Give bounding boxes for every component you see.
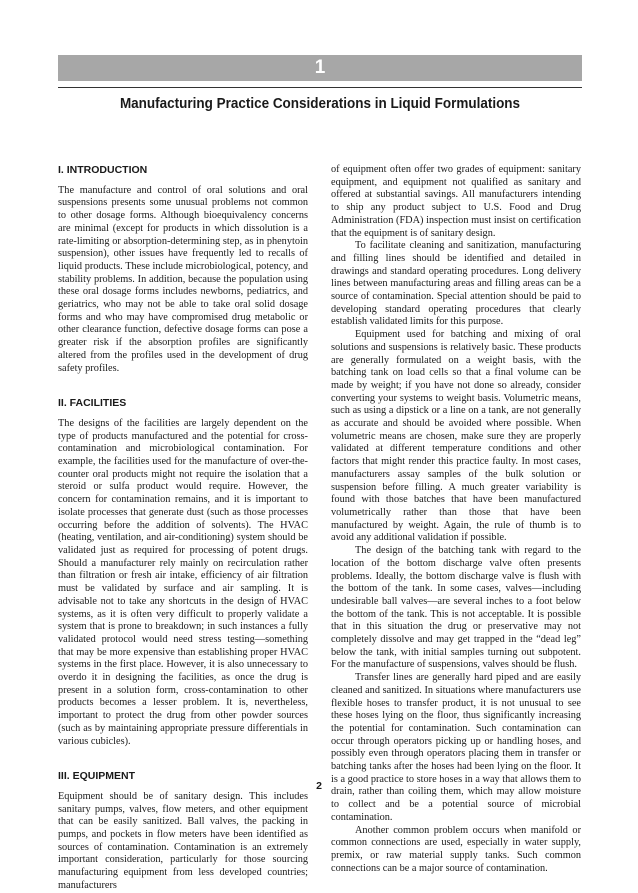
cleaning-paragraph: To facilitate cleaning and sanitization, manufacturing and filling lines should be identified and detailed in drawings and standard operating procedures. Long delivery lines between manufacturing areas and filling areas can be a source of contamination. Special attention should be paid to developing standard operating procedures that clearly establish validated limits for this purpose.: [331, 240, 581, 328]
page-number: 2: [316, 780, 322, 792]
batching-paragraph: Equipment used for batching and mixing of oral solutions and suspensions is relatively basic. These products are generally formulated on a weight basis, with the batching tank on load cells so that a final volume can be made by weight; if you have not done so already, consider converting your systems to weight basis. Volumetric means, such as using a dipstick or a line on a tank, are not generally as accurate and should be avoided where possible. When volumetric means are chosen, make sure they are properly validated at different temperature conditions and other factors that might render this practice faulty. In most cases, manufacturers assay samples of the bulk solution or suspension before filling. A much greater variability is found with those batches that have been manufactured volumetrically rather than those that have been manufactured by weight. Again, the rule of thumb is to avoid any additional validation if possible.: [331, 329, 581, 544]
header-rule: [58, 87, 582, 88]
chapter-number-bar: 1: [58, 55, 582, 81]
introduction-paragraph: The manufacture and control of oral solutions and oral suspensions presents some unusual problems not common to other dosage forms. Although bioequivalency concerns are minimal (except for products in which dissolution is a rate-limiting or absorption-determining step, as in phenytoin suspension), other issues have frequently led to recalls of liquid products. These include microbiological, potency, and stability problems. In addition, because the population using these oral dosage forms includes newborns, pediatrics, and geriatrics, who may not be able to take oral solid dosage forms and who may have compromised drug metabolic or other clearance function, defective dosage forms can pose a greater risk if the absorption profiles are significantly altered from the profiles used in the development of drug safety profiles.: [58, 184, 308, 374]
right-column: [331, 164, 581, 875]
transfer-lines-paragraph: Transfer lines are generally hard piped and are easily cleaned and sanitized. In situations where manufacturers use flexible hoses to transfer product, it is not unusual to see these hoses lying on the floor, thus significantly increasing the potential for contamination. Such contamination can occur through operators picking up or handling hoses, and possibly even through operators placing them in transfer or batching tanks after the hoses had been lying on the floor. It is a good practice to store hoses in a way that allows them to drain, rather than coiling them, which may allow moisture to collect and be a potential source of microbial contamination.: [331, 672, 581, 823]
section-heading-facilities: II. FACILITIES: [58, 397, 127, 410]
equipment-continued-paragraph: of equipment often offer two grades of equipment: sanitary equipment, and equipment not qualified as sanitary and offered at substantial savings. All manufacturers intending to ship any product subject to U.S. Food and Drug Administration (FDA) inspection must insist on certification that the equipment is of sanitary design.: [331, 164, 581, 239]
tank-design-paragraph: The design of the batching tank with regard to the location of the bottom discharge valve often presents problems. Ideally, the bottom discharge valve is flush with the bottom of the tank. In some cases, valves—including undesirable ball valves—are several inches to a foot below the bottom of the tank. This is not acceptable. It is possible that in this situation the drug or preservative may not completely dissolve and may get trapped in the “dead leg” below the tank, with initial samples turning out subpotent. For the manufacture of suspensions, valves should be flush.: [331, 545, 581, 671]
equipment-paragraph: Equipment should be of sanitary design. This includes sanitary pumps, valves, flow meters, and other equipment that can be easily sanitized. Ball valves, the packing in pumps, and pockets in flow meters have been identified as sources of contamination. Contamination is an extremely important consideration, particularly for those sourcing manufacturing equipment from less developed countries; manufacturers: [58, 790, 308, 891]
facilities-paragraph: The designs of the facilities are largely dependent on the type of products manufactured and the potential for cross-contamination and microbiological contamination. For example, the facilities used for the manufacture of over-the-counter oral products might not require the isolation that a steroid or sulfa product would require. However, the concern for contamination remains, and it is important to isolate processes that generate dust (such as those processes occurring before the addition of solvents). The HVAC (heating, ventilation, and air-conditioning) system should be validated just as required for processing of potent drugs. Should a manufacturer rely mainly on recirculation rather than filtration or fresh air intake, efficiency of air filtration must be validated by surface and air sampling. It is advisable not to take any shortcuts in the design of HVAC systems, as it is often very difficult to properly validate a system that is prone to breakdown; in such instances a fully validated protocol would need stress testing—something that may be more expensive than establishing proper HVAC systems in the first place. However, it is also unnecessary to overdo it in designing the facilities, as once the drug is present in a solution form, cross-contamination to other products becomes a lesser problem. It is, nevertheless, important to protect the drug from other powder sources (such as by maintaining appropriate pressure differentials in various cubicles).: [58, 417, 308, 747]
common-connections-paragraph: Another common problem occurs when manifold or common connections are used, especially in water supply, premix, or raw material supply tanks. Such common connections can be a major source of contamination.: [331, 824, 581, 874]
chapter-title: Manufacturing Practice Considerations in Liquid Formulations: [119, 96, 521, 112]
section-heading-introduction: I. INTRODUCTION: [58, 164, 148, 176]
section-heading-equipment: III. EQUIPMENT: [58, 770, 136, 783]
